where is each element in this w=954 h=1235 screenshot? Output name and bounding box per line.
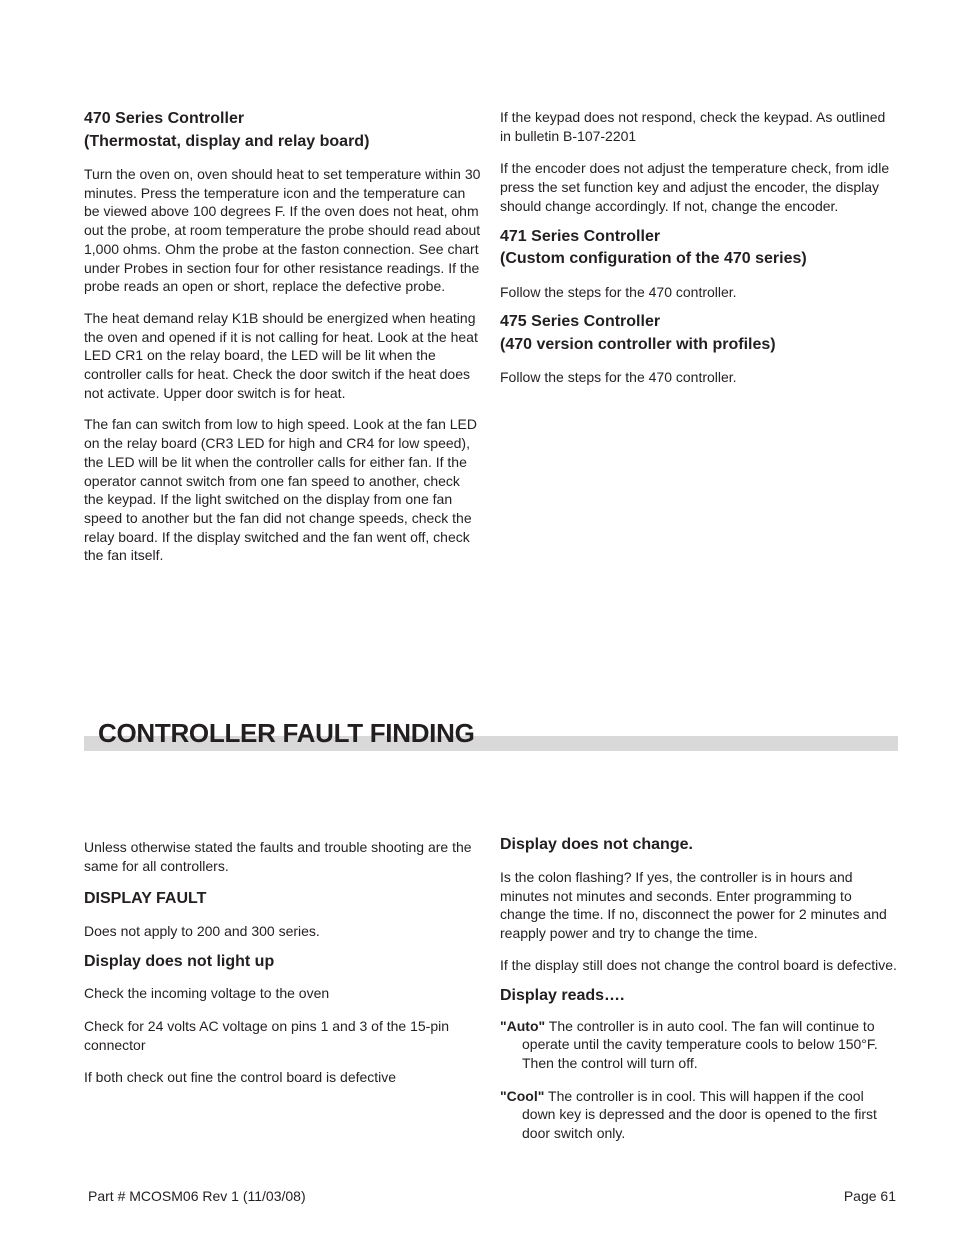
cool-term: "Cool" (500, 1087, 545, 1104)
display-fault-note: Does not apply to 200 and 300 series. (84, 923, 320, 940)
check-pins-para: Check for 24 volts AC voltage on pins 1 and 3 of the 15-pin connector (84, 1017, 450, 1053)
bottom-left-column (84, 838, 482, 1087)
encoder-para: If the encoder does not adjust the temperature check, from idle press the set function key and adjust the encoder, the display should change accordingly. If not, change the encoder. (500, 160, 890, 214)
banner-title: CONTROLLER FAULT FINDING (98, 718, 475, 748)
auto-term: "Auto" (500, 1017, 546, 1034)
cool-definition (500, 1087, 898, 1143)
top-left-column (84, 108, 482, 565)
section-471-heading (500, 226, 898, 271)
cool-description: The controller is in cool. This will happen if the cool down key is depressed and the door is opened to the first door switch only. (522, 1087, 877, 1142)
board-defective-para: If both check out fine the control board is defective (84, 1069, 397, 1086)
section-470-heading-line2: (Thermostat, display and relay board) (84, 132, 370, 150)
colon-para: Is the colon flashing? If yes, the controller is in hours and minutes not minutes and seconds. Enter programming to change the time. If no, disconnect the power for 2 minutes and reapply power and try to change the time. (500, 869, 887, 942)
section-470-para3: The fan can switch from low to high speed. Look at the fan LED on the relay board (CR3 LED for high and CR4 for low speed), the LED will be lit when the controller calls for either fan. If the operator cannot switch from one fan speed to another, check the keypad. If the light switched on the display from one fan speed to another but the fan did not change speeds, check the relay board. If the display switched and the fan went off, check the fan itself. (84, 416, 477, 564)
display-fault-heading: DISPLAY FAULT (84, 890, 207, 908)
auto-definition (500, 1017, 898, 1073)
section-475-heading-line2: (470 version controller with profiles) (500, 335, 776, 353)
footer-part-number: Part # MCOSM06 Rev 1 (11/03/08) (88, 1188, 306, 1204)
footer-page-number: Page 61 (843, 1188, 896, 1204)
section-470-heading-line1: 470 Series Controller (84, 110, 245, 127)
section-471-para: Follow the steps for the 470 controller. (500, 283, 737, 300)
section-475-para: Follow the steps for the 470 controller. (500, 369, 737, 386)
check-voltage-para: Check the incoming voltage to the oven (84, 985, 330, 1002)
top-right-column (500, 108, 898, 387)
keypad-para: If the keypad does not respond, check the keypad. As outlined in bulletin B-107-2201 (500, 109, 886, 144)
auto-description: The controller is in auto cool. The fan will continue to operate until the cavity temperature cools to below 150°F. Then the control will turn off. (522, 1017, 878, 1071)
still-defective-para: If the display still does not change the control board is defective. (500, 956, 897, 973)
not-light-heading: Display does not light up (84, 953, 275, 971)
not-change-heading: Display does not change. (500, 836, 693, 853)
section-470-para1: Turn the oven on, oven should heat to set temperature within 30 minutes. Press the temperature icon and the temperature can be viewed above 100 degrees F. If the oven does not heat, ohm out the probe, at room temperature the probe should read about 1,000 ohms. Ohm the probe at the faston connection. See chart under Probes in section four for other resistance readings. If the probe reads an open or short, replace the defective probe. (84, 166, 481, 295)
reads-heading: Display reads…. (500, 986, 625, 1004)
section-470-heading (84, 108, 482, 153)
bottom-right-column (500, 834, 898, 1143)
intro-para: Unless otherwise stated the faults and trouble shooting are the same for all controllers. (84, 839, 472, 874)
section-470-para2: The heat demand relay K1B should be energized when heating the oven and opened if it is not calling for heat. Look at the heat LED CR1 on the relay board, the LED will be lit when the controller calls for heat. Check the door switch if the heat does not activate. Upper door switch is for heat. (84, 309, 478, 401)
section-475-heading-line1: 475 Series Controller (500, 313, 661, 331)
section-475-heading (500, 311, 898, 356)
section-471-heading-line2: (Custom configuration of the 470 series) (500, 250, 807, 268)
section-471-heading-line1: 471 Series Controller (500, 227, 661, 245)
